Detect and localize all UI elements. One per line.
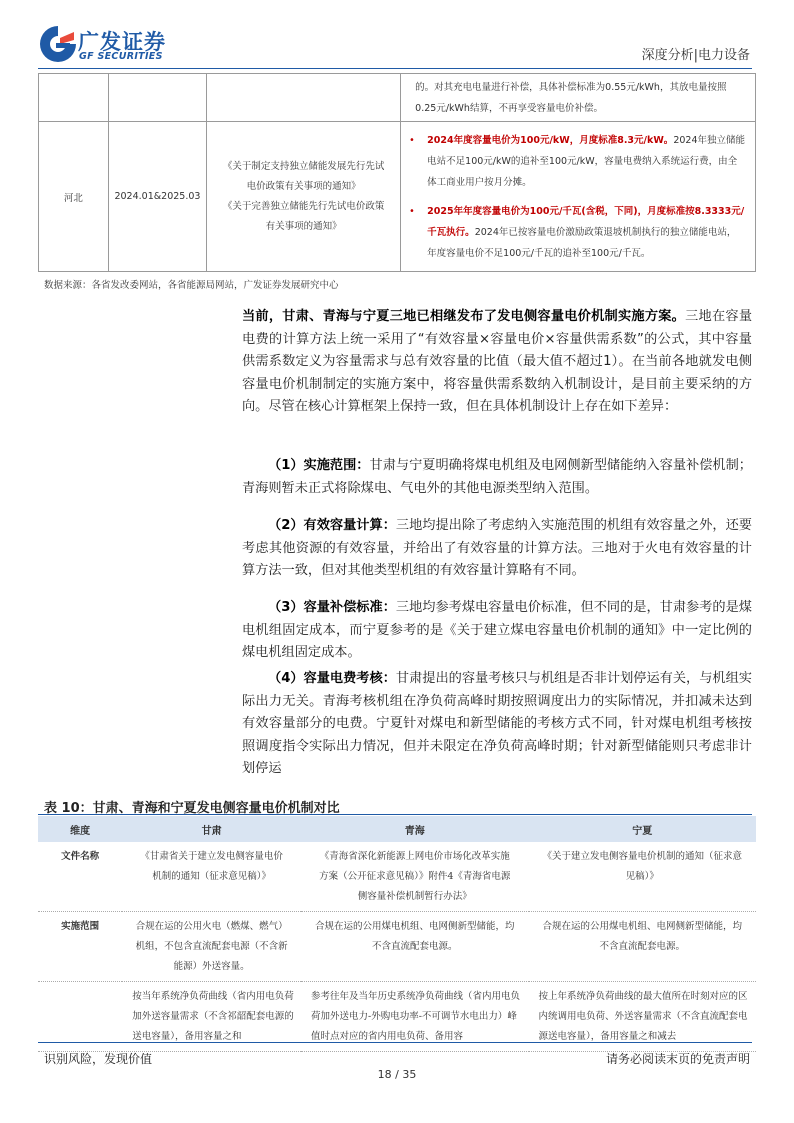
policy-detail-cell — [401, 122, 756, 272]
paragraph: （4）容量电费考核：甘肃提出的容量考核只与机组是否非计划停运有关，与机组实际出力无关。青海考核机组在净负荷高峰时期按照调度出力的实际情况，并扣减未达到有效容量部分的电费。宁夏针对煤电和新型储能的考核方式不同，针对煤电机组考核按照调度指令实际出力情况，但并未限定在净负荷高峰时期；针对新型储能则只考虑非计划停运 — [242, 671, 752, 776]
page-number: 18 / 35 — [377, 1068, 417, 1081]
column-header: 青海 — [301, 816, 528, 842]
column-header: 甘肃 — [122, 816, 301, 842]
section-label: 深度分析|电力设备 — [641, 48, 750, 63]
footer-divider — [38, 1042, 752, 1043]
policy-cell: 《关于制定支持独立储能发展先行先试电价政策有关事项的通知》 《关于完善独立储能先行先试电价政策有关事项的通知》 — [207, 122, 401, 272]
bullet-item: • 2024年度容量电价为100元/kW，月度标准8.3元/kW。2024年独立储能电站不足100元/kW的追补至100元/kW，容量电费纳入系统运行费，由全体工商业用户按月分摊。 — [415, 130, 745, 193]
comparison-table — [38, 816, 756, 1052]
footer-slogan: 识别风险，发现价值 — [44, 1052, 153, 1066]
column-header: 维度 — [38, 816, 122, 842]
paragraph: （2）有效容量计算：三地均提出除了考虑纳入实施范围的机组有效容量之外，还要考虑其他资源的有效容量，并给出了有效容量的计算方法。三地对于火电有效容量的计算方法一致，但对其他类型机组的有效容量计算略有不同。 — [242, 518, 752, 578]
gf-logo-icon — [38, 24, 78, 64]
logo-text-en: GF SECURITIES — [79, 51, 163, 62]
footer-disclaimer: 请务必阅读末页的免责声明 — [605, 1052, 750, 1066]
table-cell-text: 的。对其充电电量进行补偿，具体补偿标准为0.55元/kWh，其放电量按照0.25元/kWh结算，不再享受容量电价补偿。 — [415, 81, 727, 114]
bullet-item: • 2025年年度容量电价为100元/千瓦(含税，下同)，月度标准按8.3333元/千瓦执行。2024年已按容量电价激励政策退坡机制执行的独立储能电站，年度容量电价不足100元/千瓦的追补至100元/千瓦。 — [415, 201, 745, 264]
paragraph: 当前，甘肃、青海与宁夏三地已相继发布了发电侧容量电价机制实施方案。三地在容量电费的计算方法上统一采用了“有效容量×容量电价×容量供需系数”的公式，其中容量供需系数定义为容量需求与总有效容量的比值（最大值不超过1）。在当前各地就发电侧容量电价机制制定的实施方案中，将容量供需系数纳入机制设计，是目前主要采纳的方向。尽管在核心计算框架上保持一致，但在具体机制设计上存在如下差异： — [242, 309, 753, 414]
paragraph: （3）容量补偿标准：三地均参考煤电容量电价标准，但不同的是，甘肃参考的是煤电机组固定成本，而宁夏参考的是《关于建立煤电容量电价机制的通知》中一定比例的煤电机组固定成本。 — [242, 600, 752, 660]
policy-table-continued — [38, 73, 756, 272]
province-cell: 河北 — [39, 122, 109, 272]
logo-text: 广发证券 — [78, 30, 166, 54]
table-row — [39, 74, 756, 122]
column-header: 宁夏 — [529, 816, 757, 842]
table-row — [39, 122, 756, 272]
table-row: 实施范围 合规在运的公用火电（燃煤、燃气）机组，不包含直流配套电源（不含新能源）外送容量。 合规在运的公用煤电机组、电网侧新型储能，均不含直流配套电源。 合规在运的公用煤电机组、电网侧新型储能，均不含直流配套电源。 — [38, 912, 756, 982]
table-row: 按当年系统净负荷曲线（省内用电负荷加外送容量需求（不含祁韶配套电源的送电容量），备用容量之和 参考往年及当年历史系统净负荷曲线（省内用电负荷加外送电力-外购电功率-不可调节水电出力）峰值时点对应的省内用电负荷、备用容 按上年系统净负荷曲线的最大值所在时刻对应的区内统调用电负荷、外送容量需求（不含直流配套电源送电容量），备用容量之和减去 — [38, 982, 756, 1052]
paragraph: （1）实施范围：甘肃与宁夏明确将煤电机组及电网侧新型储能纳入容量补偿机制；青海则暂未正式将除煤电、气电外的其他电源类型纳入范围。 — [242, 458, 752, 496]
table-title: 表 10：甘肃、青海和宁夏发电侧容量电价机制对比 — [44, 801, 340, 816]
table-row: 文件名称 《甘肃省关于建立发电侧容量电价机制的通知（征求意见稿）》 《青海省深化新能源上网电价市场化改革实施方案（公开征求意见稿）》附件4《青海省电源侧容量补偿机制暂行办法》 《关于建立发电侧容量电价机制的通知（征求意见稿）》 — [38, 842, 756, 912]
header-divider — [38, 68, 752, 69]
table-title-divider — [38, 814, 752, 815]
table-header-row — [38, 816, 756, 842]
date-cell: 2024.01&2025.03 — [108, 122, 206, 272]
data-source: 数据来源：各省发改委网站，各省能源局网站，广发证券发展研究中心 — [44, 280, 339, 291]
